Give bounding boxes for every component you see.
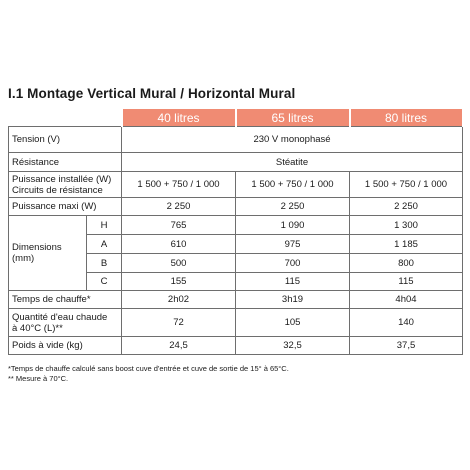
row-label-line: Circuits de résistance	[12, 184, 103, 196]
row-label-resistance: Résistance	[9, 153, 122, 172]
table-row-resistance	[9, 153, 463, 172]
row-label-dimensions	[9, 216, 87, 291]
dimension-key: H	[87, 216, 122, 235]
row-label-quantite-eau	[9, 309, 122, 337]
row-label-poids: Poids à vide (kg)	[9, 337, 122, 355]
table-cell: 2 250	[122, 198, 236, 216]
specifications-table	[8, 109, 464, 355]
table-row-puissance-installee	[9, 172, 463, 198]
row-label-line: Quantité d'eau chaude	[12, 311, 108, 323]
footnote-temps-chauffe: *Temps de chauffe calculé sans boost cuve d'entrée et cuve de sortie de 15° à 65°C.	[8, 364, 289, 373]
column-header-80-litres: 80 litres	[350, 109, 463, 127]
row-label-temps-chauffe: Temps de chauffe*	[9, 291, 122, 309]
table-cell: 115	[236, 273, 350, 291]
table-cell: 115	[350, 273, 463, 291]
table-row-puissance-maxi	[9, 198, 463, 216]
table-cell: 155	[122, 273, 236, 291]
section-title: I.1 Montage Vertical Mural / Horizontal Mural	[8, 86, 296, 101]
table-cell: 72	[122, 309, 236, 337]
table-row-temps-chauffe	[9, 291, 463, 309]
row-label-puissance-maxi: Puissance maxi (W)	[9, 198, 122, 216]
table-cell: 140	[350, 309, 463, 337]
table-cell: 1 090	[236, 216, 350, 235]
table-cell: 975	[236, 235, 350, 254]
table-cell: 610	[122, 235, 236, 254]
value-resistance: Stéatite	[122, 153, 463, 172]
table-cell: 1 300	[350, 216, 463, 235]
table-cell: 1 500 + 750 / 1 000	[236, 172, 350, 198]
table-cell: 2h02	[122, 291, 236, 309]
table-row-dimension-h	[9, 216, 463, 235]
table-cell: 765	[122, 216, 236, 235]
table-cell: 500	[122, 254, 236, 273]
table-cell: 800	[350, 254, 463, 273]
column-header-40-litres: 40 litres	[122, 109, 236, 127]
table-cell: 3h19	[236, 291, 350, 309]
table-row-tension	[9, 127, 463, 153]
footnote-mesure: ** Mesure à 70°C.	[8, 374, 69, 383]
table-cell: 1 500 + 750 / 1 000	[122, 172, 236, 198]
row-label-tension: Tension (V)	[9, 127, 122, 153]
table-cell: 700	[236, 254, 350, 273]
row-label-puissance-installee	[9, 172, 122, 198]
row-label-line: Puissance installée (W)	[12, 173, 112, 185]
table-cell: 1 185	[350, 235, 463, 254]
table-row-poids	[9, 337, 463, 355]
table-cell: 32,5	[236, 337, 350, 355]
table-cell: 37,5	[350, 337, 463, 355]
column-header-65-litres: 65 litres	[236, 109, 350, 127]
header-row	[9, 109, 463, 127]
table-cell: 4h04	[350, 291, 463, 309]
dimension-key: A	[87, 235, 122, 254]
row-label-line: (mm)	[12, 253, 35, 264]
table-cell: 1 500 + 750 / 1 000	[350, 172, 463, 198]
table-row-quantite-eau	[9, 309, 463, 337]
table-cell: 2 250	[236, 198, 350, 216]
row-label-line: à 40°C (L)**	[12, 322, 63, 334]
dimension-key: C	[87, 273, 122, 291]
row-label-line: Dimensions	[12, 242, 62, 253]
table-cell: 105	[236, 309, 350, 337]
header-blank-cell	[9, 109, 122, 127]
value-tension: 230 V monophasé	[122, 127, 463, 153]
dimension-key: B	[87, 254, 122, 273]
table-cell: 24,5	[122, 337, 236, 355]
table-cell: 2 250	[350, 198, 463, 216]
